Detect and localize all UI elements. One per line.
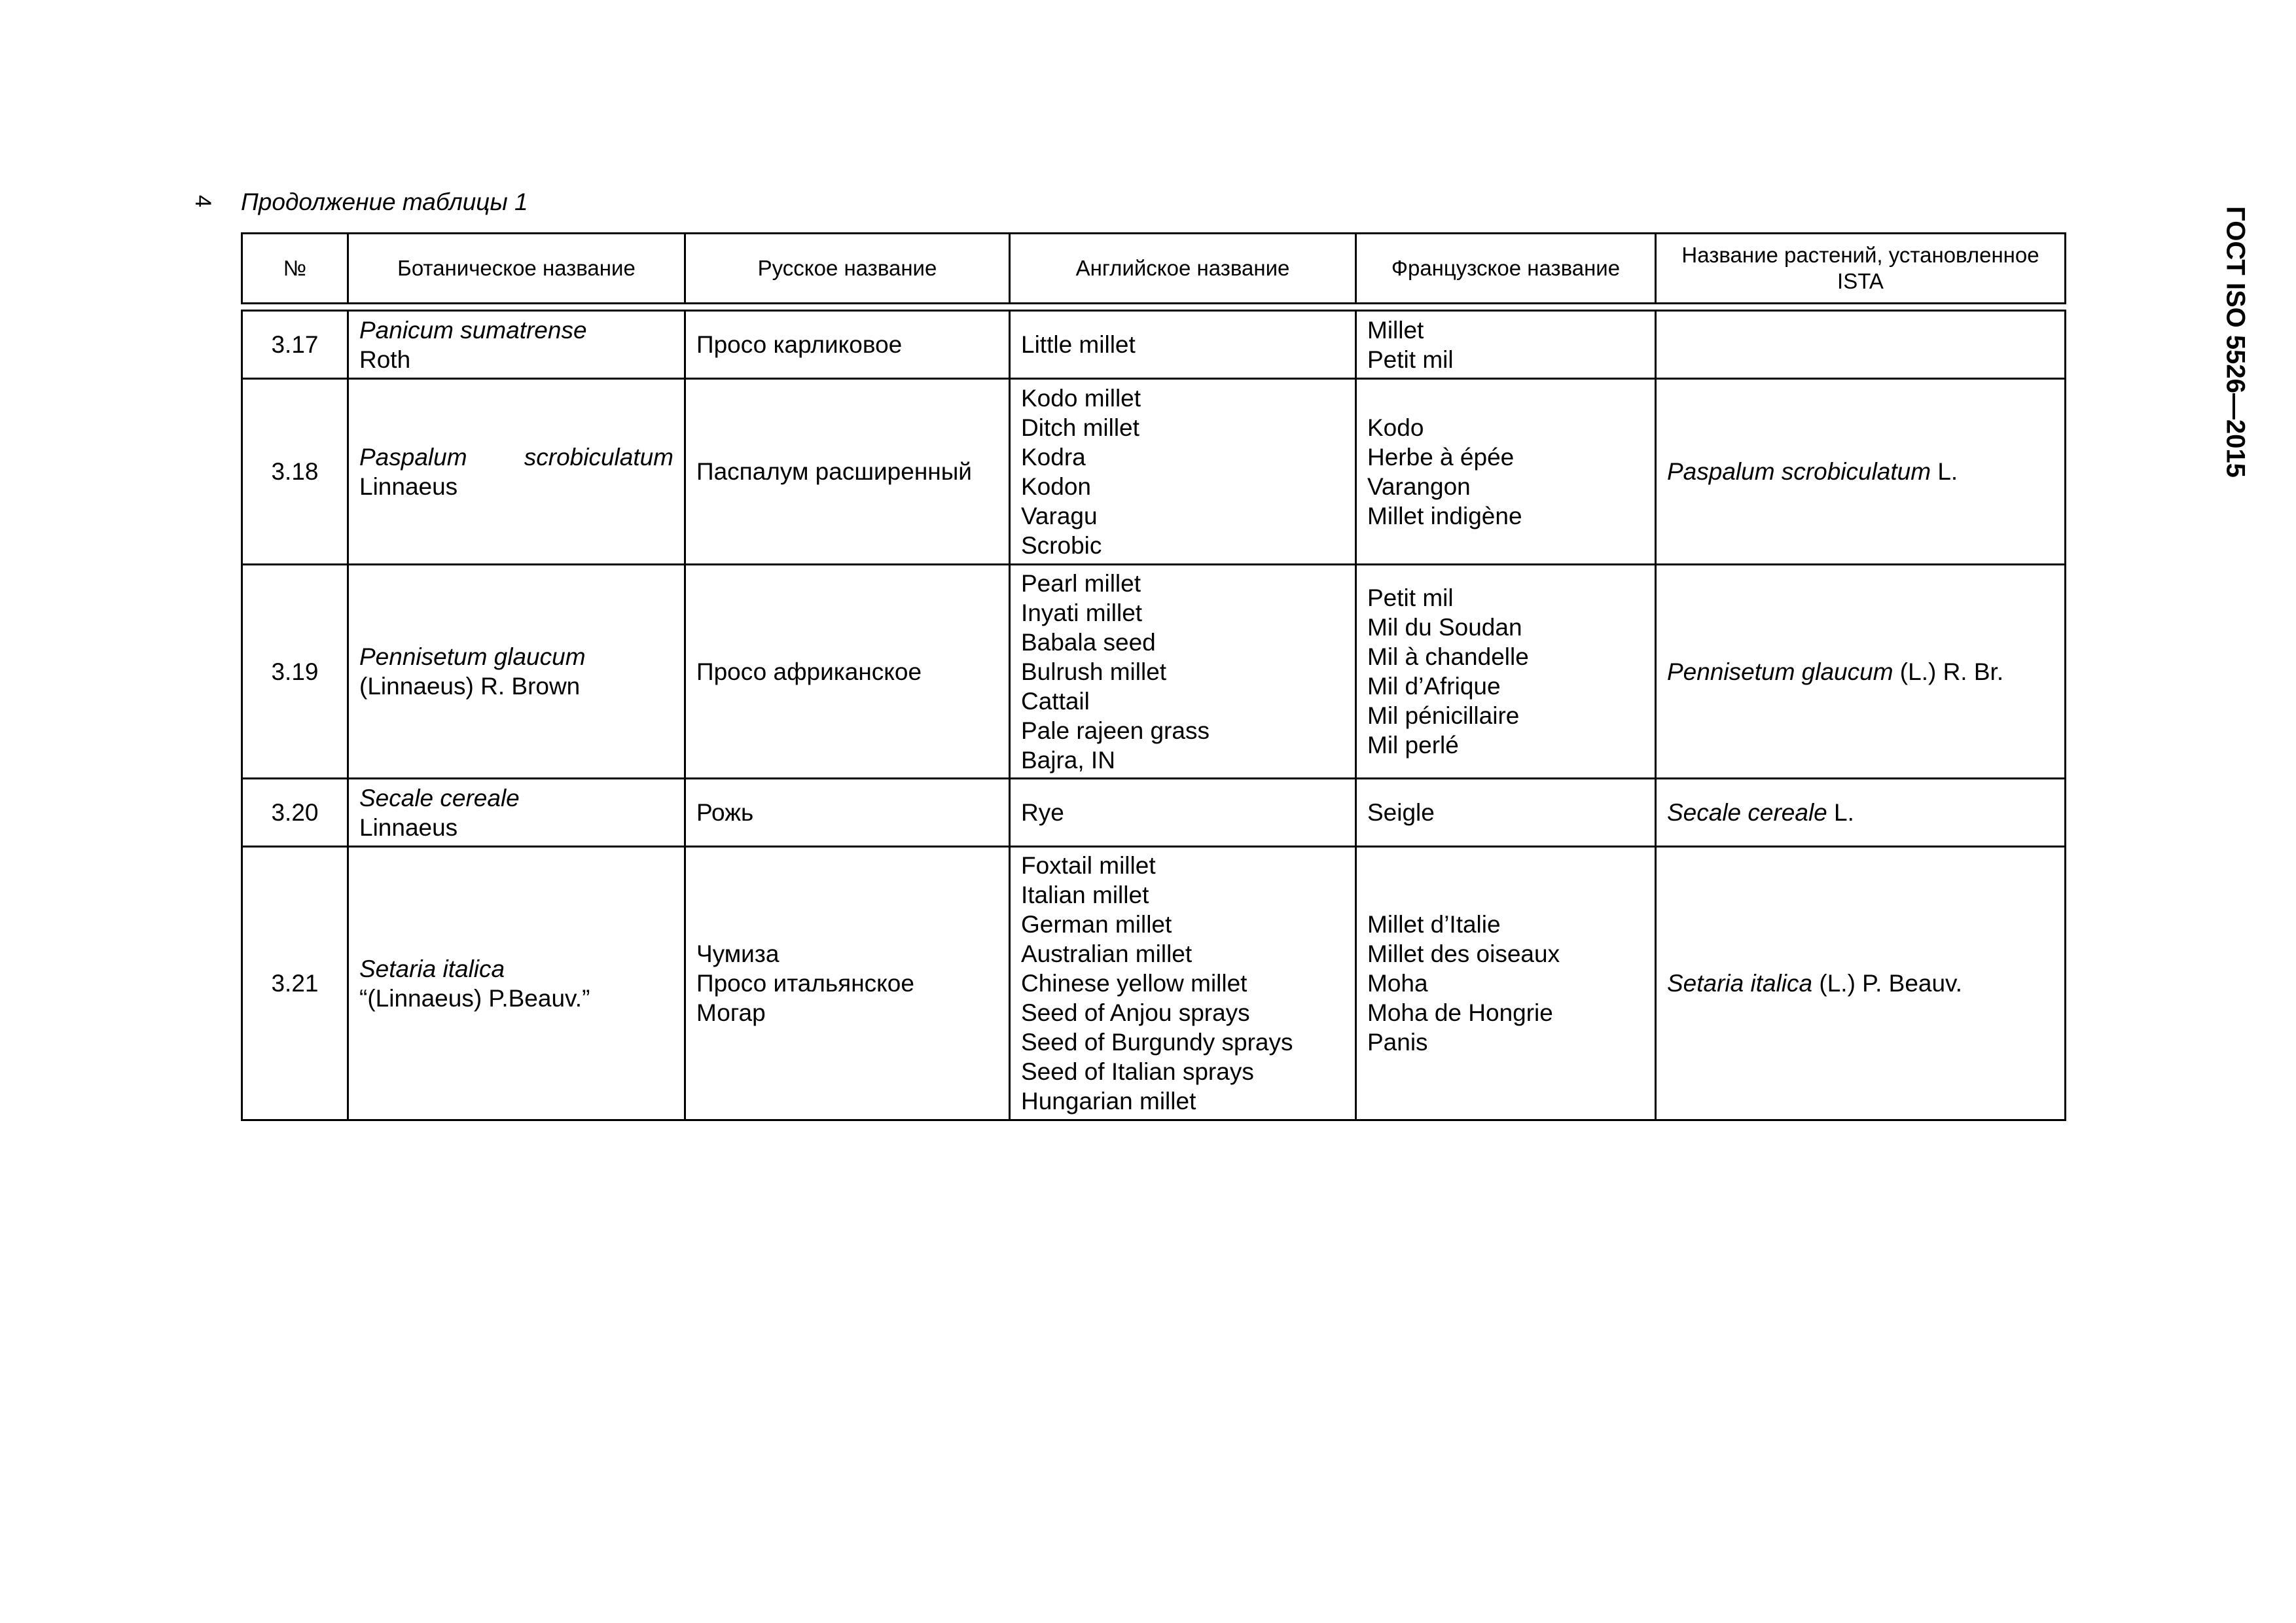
french-name-line: Kodo [1367,414,1424,441]
french-name-line: Millet d’Italie [1367,911,1501,938]
table-row [242,311,2066,379]
russian-name [685,379,1010,565]
russian-name [685,847,1010,1120]
header-separator [242,304,2066,311]
header-botanical: Ботаническое название [348,234,685,304]
separator-cell [242,304,2066,311]
english-name-line: Kodra [1021,443,1086,471]
row-number-value: 3.17 [271,331,319,358]
english-name-line: Little millet [1021,331,1136,358]
header-number: № [242,234,348,304]
table-row [242,379,2066,565]
french-name-line: Mil d’Afrique [1367,673,1501,700]
row-number [242,311,348,379]
english-name-line: Kodo millet [1021,384,1141,412]
english-name-line: Seed of Anjou sprays [1021,999,1250,1026]
french-name-line: Mil pénicillaire [1367,702,1520,729]
english-name-line: Pearl millet [1021,569,1141,597]
french-name-line: Millet indigène [1367,502,1522,529]
botanical-species: Paspalum scrobiculatum [359,443,673,471]
ista-author: (L.) R. Br. [1893,658,2004,685]
russian-name [685,565,1010,779]
header-russian: Русское название [685,234,1010,304]
english-name-line: Cattail [1021,687,1090,715]
botanical-name [348,779,685,847]
header-english: Английское название [1010,234,1356,304]
botanical-author: Linnaeus [359,473,458,500]
table-row [242,565,2066,779]
row-number [242,847,348,1120]
ista-name [1656,847,2066,1120]
french-name [1356,847,1656,1120]
english-name-line: Australian millet [1021,940,1193,967]
row-number-value: 3.19 [271,658,319,685]
english-name [1010,847,1356,1120]
french-name-line: Moha de Hongrie [1367,999,1553,1026]
row-number [242,565,348,779]
english-name-line: Bajra, IN [1021,746,1115,774]
botanical-author: “(Linnaeus) P.Beauv.” [359,984,590,1012]
row-number-value: 3.21 [271,970,319,997]
english-name-line: Inyati millet [1021,599,1143,626]
document-id: ГОСТ ISO 5526—2015 [2221,206,2250,478]
english-name-line: Foxtail millet [1021,852,1156,879]
french-name [1356,379,1656,565]
french-name-line: Mil perlé [1367,732,1459,758]
english-name-line: Rye [1021,799,1064,826]
ista-author: L. [1827,799,1854,826]
english-name [1010,311,1356,379]
table-row [242,779,2066,847]
botanical-species: Secale cereale [359,784,520,812]
russian-name [685,311,1010,379]
french-name-line: Mil du Soudan [1367,614,1522,641]
ista-species: Secale cereale [1667,799,1827,826]
ista-species: Paspalum scrobiculatum [1667,458,1931,485]
english-name [1010,379,1356,565]
english-name-line: Bulrush millet [1021,658,1167,685]
english-name-line: Kodon [1021,473,1091,500]
french-name-line: Herbe à épée [1367,443,1515,471]
ista-name [1656,565,2066,779]
english-name-line: Pale rajeen grass [1021,717,1210,744]
ista-author: L. [1931,458,1958,485]
english-name [1010,779,1356,847]
english-name-line: Scrobic [1021,531,1102,559]
russian-name-line: Чумиза [696,940,780,967]
english-name-line: Ditch millet [1021,414,1139,441]
botanical-name [348,847,685,1120]
row-number [242,379,348,565]
ista-author: (L.) P. Beauv. [1812,970,1963,997]
ista-name [1656,379,2066,565]
botanical-species: Panicum sumatrense [359,316,587,344]
russian-name-line: Просо итальянское [696,970,914,997]
row-number-value: 3.20 [271,799,319,826]
english-name-line: German millet [1021,911,1172,938]
english-name-line: Chinese yellow millet [1021,970,1247,997]
french-name-line: Petit mil [1367,584,1454,611]
header-ista: Название растений, установленное ISTA [1656,234,2066,304]
french-name-line: Millet [1367,316,1424,344]
french-name-line: Varangon [1367,473,1471,500]
french-name-line: Seigle [1367,799,1435,826]
ista-name [1656,779,2066,847]
page-number: 4 [190,195,215,207]
botanical-author: Linnaeus [359,813,458,841]
botanical-author: Roth [359,346,411,373]
botanical-species: Pennisetum glaucum [359,643,586,670]
botanical-name [348,565,685,779]
english-name-line: Varagu [1021,502,1098,529]
russian-name-line: Просо карликовое [696,331,903,358]
table-header-row [242,234,2066,304]
table-caption: Продолжение таблицы 1 [241,188,528,215]
french-name [1356,311,1656,379]
ista-species: Pennisetum glaucum [1667,658,1893,685]
species-table [241,232,2066,1121]
french-name-line: Moha [1367,970,1428,997]
russian-name-line: Паспалум расширенный [696,458,972,485]
botanical-species: Setaria italica [359,955,505,982]
french-name-line: Mil à chandelle [1367,643,1529,670]
french-name-line: Panis [1367,1029,1428,1056]
table-row [242,847,2066,1120]
ista-species: Setaria italica [1667,970,1813,997]
french-name [1356,779,1656,847]
english-name-line: Seed of Burgundy sprays [1021,1029,1293,1056]
row-number [242,779,348,847]
french-name-line: Millet des oiseaux [1367,940,1560,967]
english-name-line: Babala seed [1021,628,1156,656]
english-name-line: Italian millet [1021,882,1149,908]
english-name [1010,565,1356,779]
header-french: Французское название [1356,234,1656,304]
row-number-value: 3.18 [271,458,319,485]
english-name-line: Seed of Italian sprays [1021,1058,1254,1085]
french-name [1356,565,1656,779]
ista-name [1656,311,2066,379]
botanical-author: (Linnaeus) R. Brown [359,673,581,700]
russian-name-line: Могар [696,999,766,1026]
russian-name-line: Просо африканское [696,658,922,685]
english-name-line: Hungarian millet [1021,1088,1196,1115]
russian-name-line: Рожь [696,799,754,826]
french-name-line: Petit mil [1367,346,1454,373]
botanical-name [348,379,685,565]
russian-name [685,779,1010,847]
botanical-name [348,311,685,379]
